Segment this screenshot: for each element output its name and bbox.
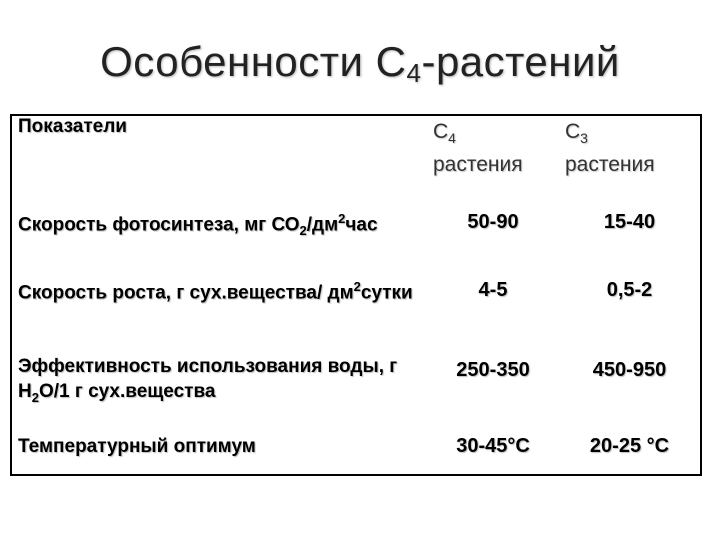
header-c4-letter: С	[433, 120, 449, 143]
title-prefix: Особенности С	[100, 38, 407, 85]
table-row	[11, 347, 701, 429]
header-c3-sub: 3	[580, 130, 588, 147]
header-c3	[559, 115, 701, 207]
row-label-water-efficiency: Эффективность использования воды, г $Н_2О/1$ г сух.вещества	[18, 356, 398, 405]
cell-c3-photosynthesis: 15-40	[603, 211, 656, 233]
header-c3-letter: С	[565, 120, 581, 143]
cell-c3-growth: 0,5-2	[606, 279, 653, 301]
header-c4-sub: 4	[448, 130, 456, 147]
cell-c4-water-efficiency: 250-350	[456, 359, 530, 381]
cell-c3-water-efficiency: 450-950	[592, 359, 667, 381]
title-suffix: -растений	[421, 38, 620, 85]
row-label-temperature: Температурный оптимум	[18, 436, 256, 457]
cell-c4-growth: 4-5	[478, 279, 508, 301]
slide-title	[0, 38, 720, 89]
cell-c3-temperature: 20-25 °С	[589, 435, 670, 457]
table-header-row	[11, 115, 701, 207]
table-row	[11, 429, 701, 475]
row-label-photosynthesis: Скорость фотосинтеза, мг $СО_2/дм^2час$	[18, 211, 378, 239]
header-c4-word: растения	[433, 153, 523, 177]
table-row	[11, 273, 701, 347]
header-indicators: Показатели	[18, 116, 127, 137]
header-c4	[427, 115, 559, 207]
table-row	[11, 207, 701, 273]
comparison-table	[10, 114, 702, 476]
cell-c4-temperature: 30-45°С	[456, 435, 530, 457]
header-c3-word: растения	[565, 153, 655, 177]
cell-c4-photosynthesis: 50-90	[467, 211, 519, 233]
row-label-growth: Скорость роста, г сух.вещества/ $дм^2сутки$	[18, 279, 413, 304]
title-subscript: 4	[406, 58, 422, 88]
